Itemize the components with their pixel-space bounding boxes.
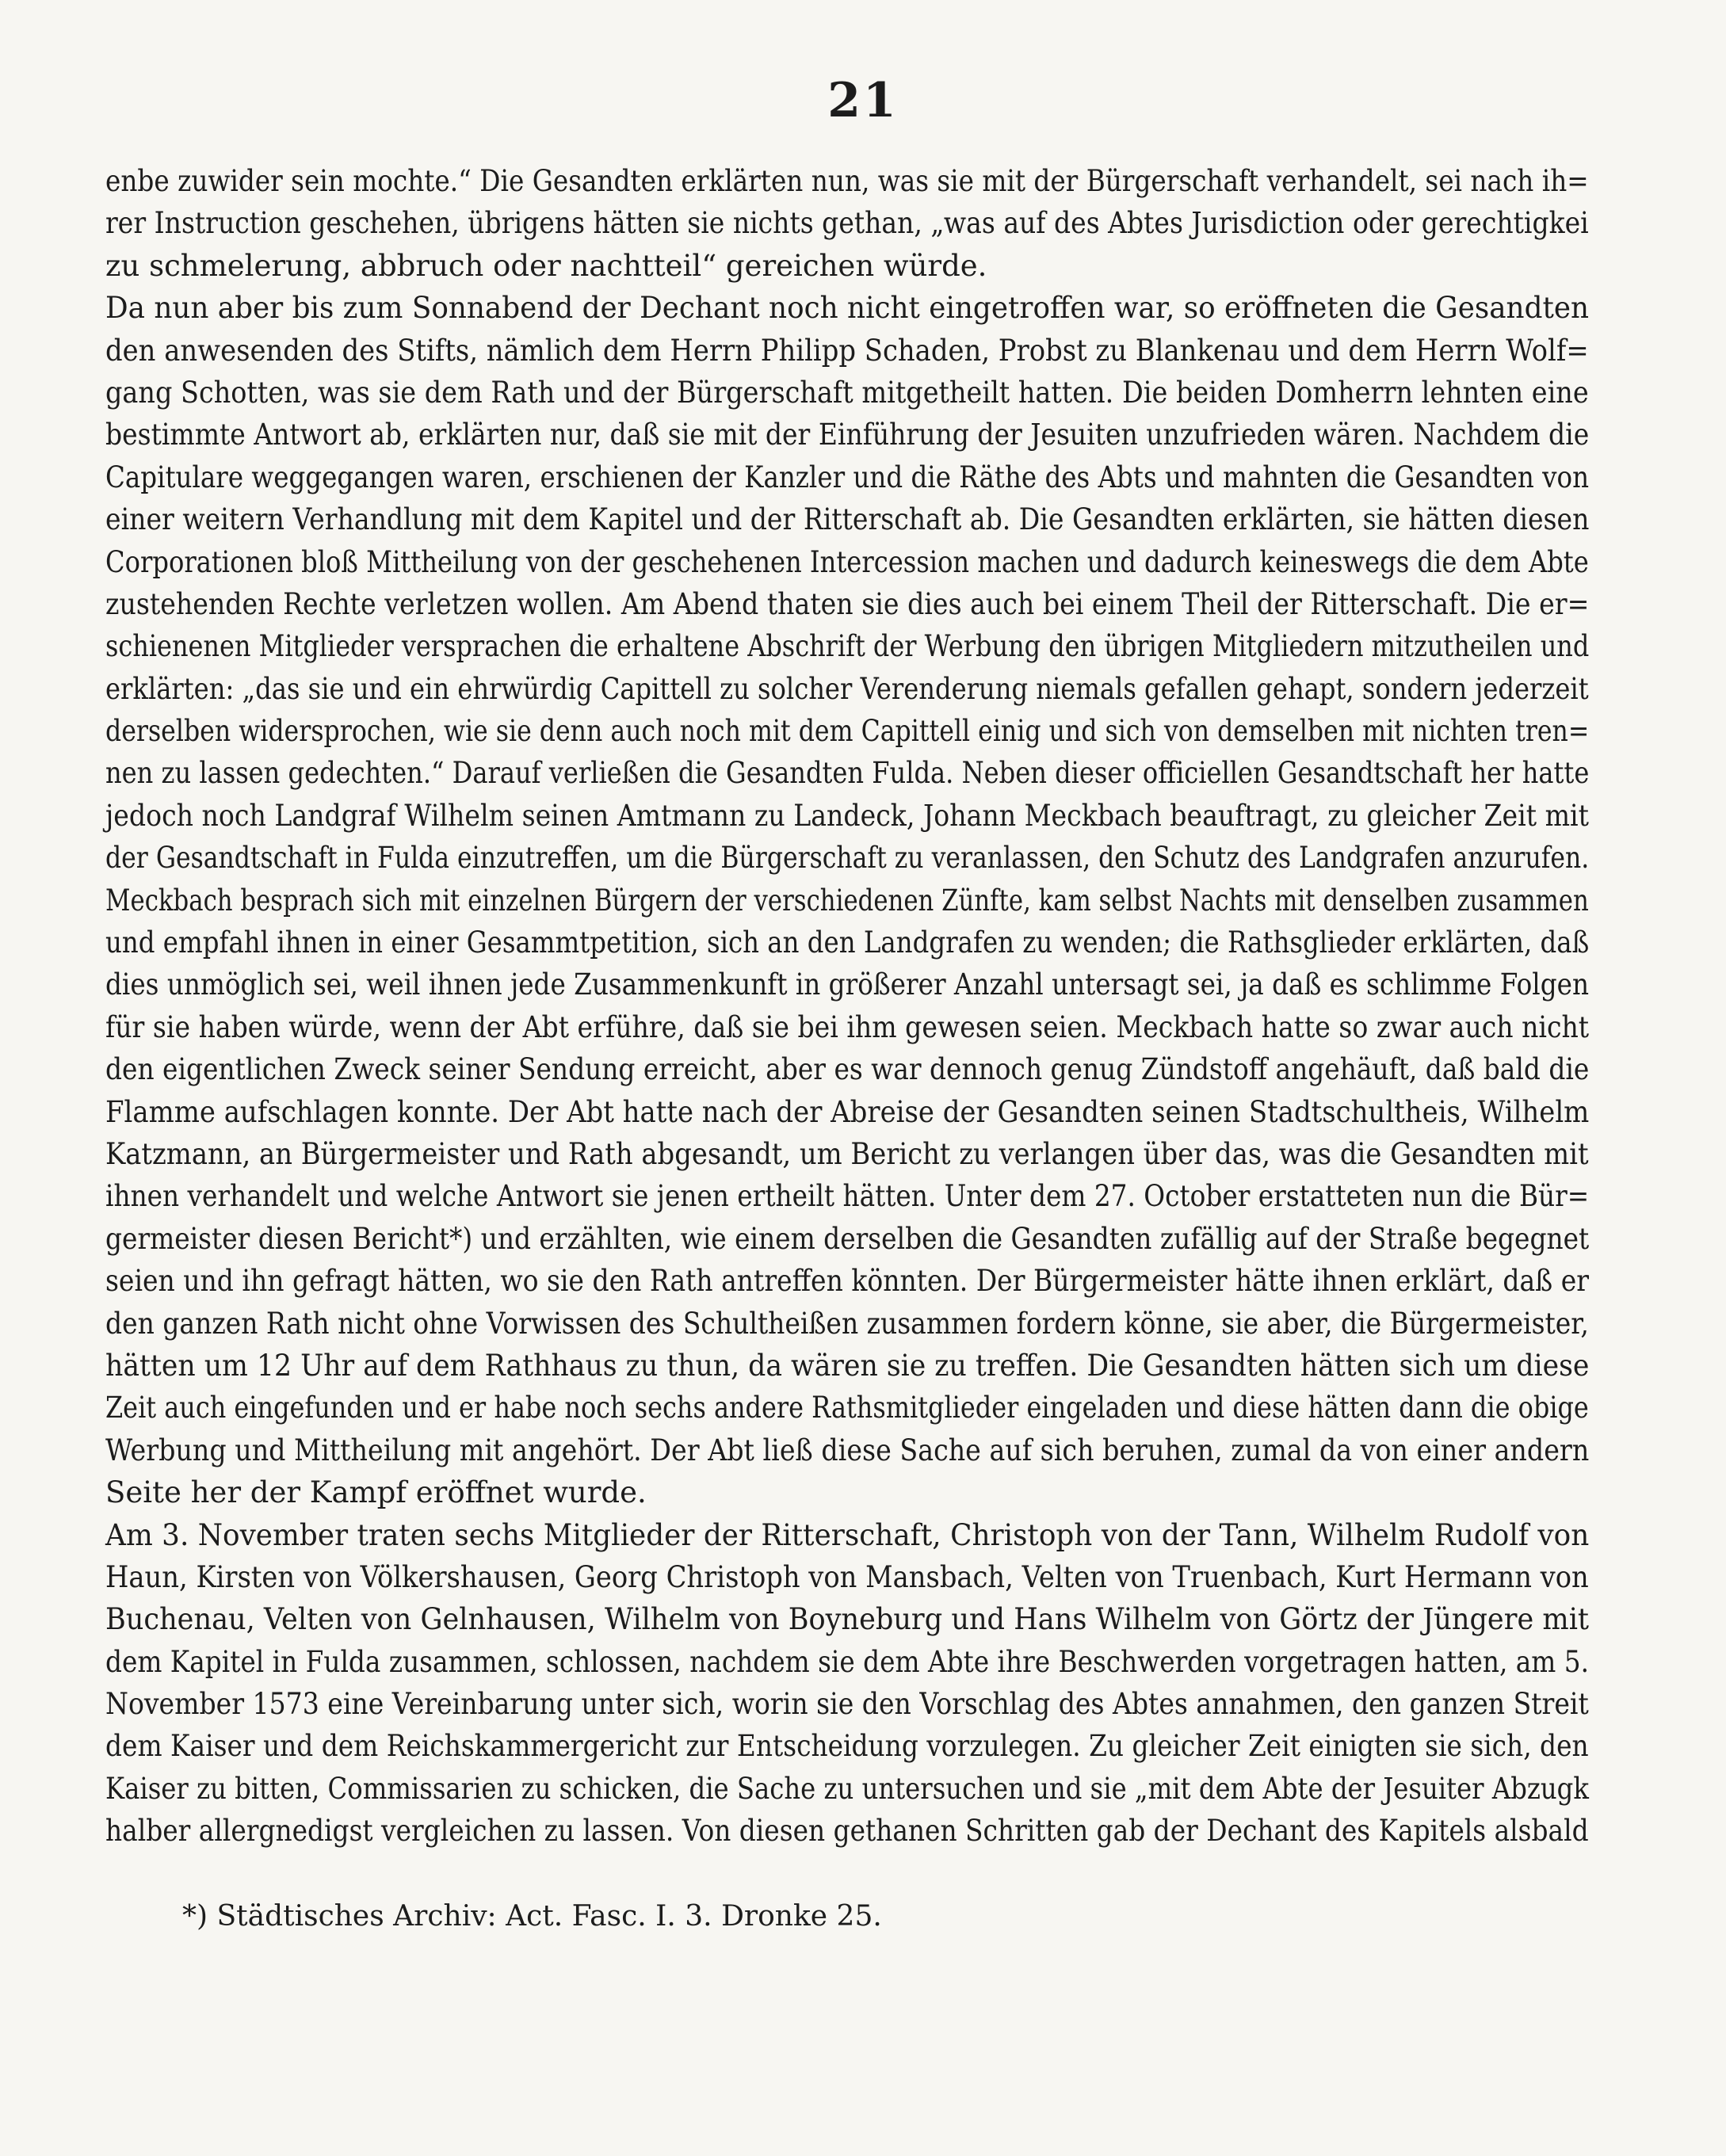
text-line: bestimmte Antwort ab, erklärten nur, daß sie mit der Einführung der Jesuiten unzufrieden wären. Nachdem die	[105, 418, 1590, 452]
text-line: rer Instruction geschehen, übrigens hätten sie nichts gethan, „was auf des Abtes Jurisdiction oder gerechtigkei	[105, 206, 1589, 241]
text-line: zustehenden Rechte verletzen wollen. Am Abend thaten sie dies auch bei einem Theil der Ritterschaft. Die er=	[105, 586, 1590, 621]
text-line: derselben widersprochen, wie sie denn auch noch mit dem Capittell einig und sich von demselben mit nichten tren=	[105, 714, 1590, 749]
text-line: germeister diesen Bericht*) und erzählten, wie einem derselben die Gesandten zufällig auf der Straße begegnet	[105, 1221, 1590, 1256]
text-line: hätten um 12 Uhr auf dem Rathhaus zu thun, da wären sie zu treffen. Die Gesandten hätten sich um diese	[105, 1348, 1590, 1383]
page-number: 21	[827, 73, 899, 128]
text-line: für sie haben würde, wenn der Abt erführe, daß sie bei ihm gewesen seien. Meckbach hatte so zwar auch nicht	[105, 1009, 1590, 1044]
text-line: Corporationen bloß Mittheilung von der geschehenen Intercession machen und dadurch keineswegs die dem Abte	[105, 544, 1589, 579]
text-line: Zeit auch eingefunden und er habe noch sechs andere Rathsmitglieder eingeladen und diese hätten dann die obige	[105, 1391, 1589, 1425]
text-line: zu schmelerung, abbruch oder nachtteil“ gereichen würde.	[105, 248, 987, 283]
text-line: dem Kaiser und dem Reichskammergericht zur Entscheidung vorzulegen. Zu gleicher Zeit einigten sie sich, den	[105, 1729, 1589, 1764]
text-line: ihnen verhandelt und welche Antwort sie jenen ertheilt hätten. Unter dem 27. October erstatteten nun die Bür=	[105, 1179, 1590, 1214]
text-line: Buchenau, Velten von Gelnhausen, Wilhelm von Boyneburg und Hans Wilhelm von Görtz der Jüngere mit	[105, 1602, 1590, 1637]
text-line: einer weitern Verhandlung mit dem Kapitel und der Ritterschaft ab. Die Gesandten erklärten, sie hätten diesen	[105, 502, 1590, 537]
text-line: erklärten: „das sie und ein ehrwürdig Capittell zu solcher Verenderung niemals gefallen gehapt, sondern jederzeit	[105, 671, 1589, 706]
footnote: *) Städtisches Archiv: Act. Fasc. I. 3. Dronke 25.	[182, 1900, 882, 1933]
text-line: Am 3. November traten sechs Mitglieder der Ritterschaft, Christoph von der Tann, Wilhelm Rudolf von	[105, 1517, 1590, 1552]
text-line: halber allergnedigst vergleichen zu lassen. Von diesen gethanen Schritten gab der Dechant des Kapitels alsbald	[105, 1814, 1589, 1849]
text-line: schienenen Mitglieder versprachen die erhaltene Abschrift der Werbung den übrigen Mitgliedern mitzutheilen und	[105, 629, 1590, 664]
text-line: Capitulare weggegangen waren, erschienen der Kanzler und die Räthe des Abts und mahnten die Gesandten von	[105, 460, 1590, 494]
text-line: den anwesenden des Stifts, nämlich dem Herrn Philipp Schaden, Probst zu Blankenau und dem Herrn Wolf=	[105, 333, 1589, 368]
text-line: seien und ihn gefragt hätten, wo sie den Rath antreffen könnten. Der Bürgermeister hätte ihnen erklärt, daß er	[105, 1264, 1589, 1299]
text-line: und empfahl ihnen in einer Gesammtpetition, sich an den Landgrafen zu wenden; die Rathsglieder erklärten, daß	[105, 925, 1590, 960]
text-line: Flamme aufschlagen konnte. Der Abt hatte nach der Abreise der Gesandten seinen Stadtschultheis, Wilhelm	[105, 1094, 1590, 1129]
text-line: Meckbach besprach sich mit einzelnen Bürgern der verschiedenen Zünfte, kam selbst Nachts mit denselben zusammen	[105, 883, 1589, 918]
text-line: der Gesandtschaft in Fulda einzutreffen, um die Bürgerschaft zu veranlassen, den Schutz des Landgrafen anzurufen.	[105, 841, 1590, 876]
body-text	[105, 160, 1589, 1853]
text-line: Da nun aber bis zum Sonnabend der Dechant noch nicht eingetroffen war, so eröffneten die Gesandten	[105, 291, 1590, 326]
text-line: gang Schotten, was sie dem Rath und der Bürgerschaft mitgetheilt hatten. Die beiden Domherrn lehnten eine	[105, 375, 1589, 410]
text-line: nen zu lassen gedechten.“ Darauf verließen die Gesandten Fulda. Neben dieser officiellen Gesandtschaft her hatte	[105, 756, 1590, 791]
text-line: dies unmöglich sei, weil ihnen jede Zusammenkunft in größerer Anzahl untersagt sei, ja daß es schlimme Folgen	[105, 967, 1589, 1002]
text-line: Seite her der Kampf eröffnet wurde.	[105, 1475, 647, 1510]
text-line: enbe zuwider sein mochte.“ Die Gesandten erklärten nun, was sie mit der Bürgerschaft verhandelt, sei nach ih=	[105, 164, 1589, 198]
text-line: November 1573 eine Vereinbarung unter sich, worin sie den Vorschlag des Abtes annahmen, den ganzen Streit	[105, 1687, 1589, 1722]
text-line: Kaiser zu bitten, Commissarien zu schicken, die Sache zu untersuchen und sie „mit dem Abte der Jesuiter Abzugk	[105, 1771, 1589, 1806]
text-line: dem Kapitel in Fulda zusammen, schlossen, nachdem sie dem Abte ihre Beschwerden vorgetragen hatten, am 5.	[105, 1644, 1590, 1679]
text-line: Katzmann, an Bürgermeister und Rath abgesandt, um Bericht zu verlangen über das, was die Gesandten mit	[105, 1136, 1589, 1171]
text-line: den eigentlichen Zweck seiner Sendung erreicht, aber es war dennoch genug Zündstoff angehäuft, daß bald die	[105, 1052, 1590, 1087]
text-line: den ganzen Rath nicht ohne Vorwissen des Schultheißen zusammen fordern könne, sie aber, die Bürgermeister,	[105, 1306, 1589, 1341]
text-line: Haun, Kirsten von Völkershausen, Georg Christoph von Mansbach, Velten von Truenbach, Kurt Hermann von	[105, 1559, 1589, 1594]
text-line: jedoch noch Landgraf Wilhelm seinen Amtmann zu Landeck, Johann Meckbach beauftragt, zu gleicher Zeit mit	[105, 798, 1589, 833]
text-line: Werbung und Mittheilung mit angehört. Der Abt ließ diese Sache auf sich beruhen, zumal da von einer andern	[105, 1433, 1590, 1467]
